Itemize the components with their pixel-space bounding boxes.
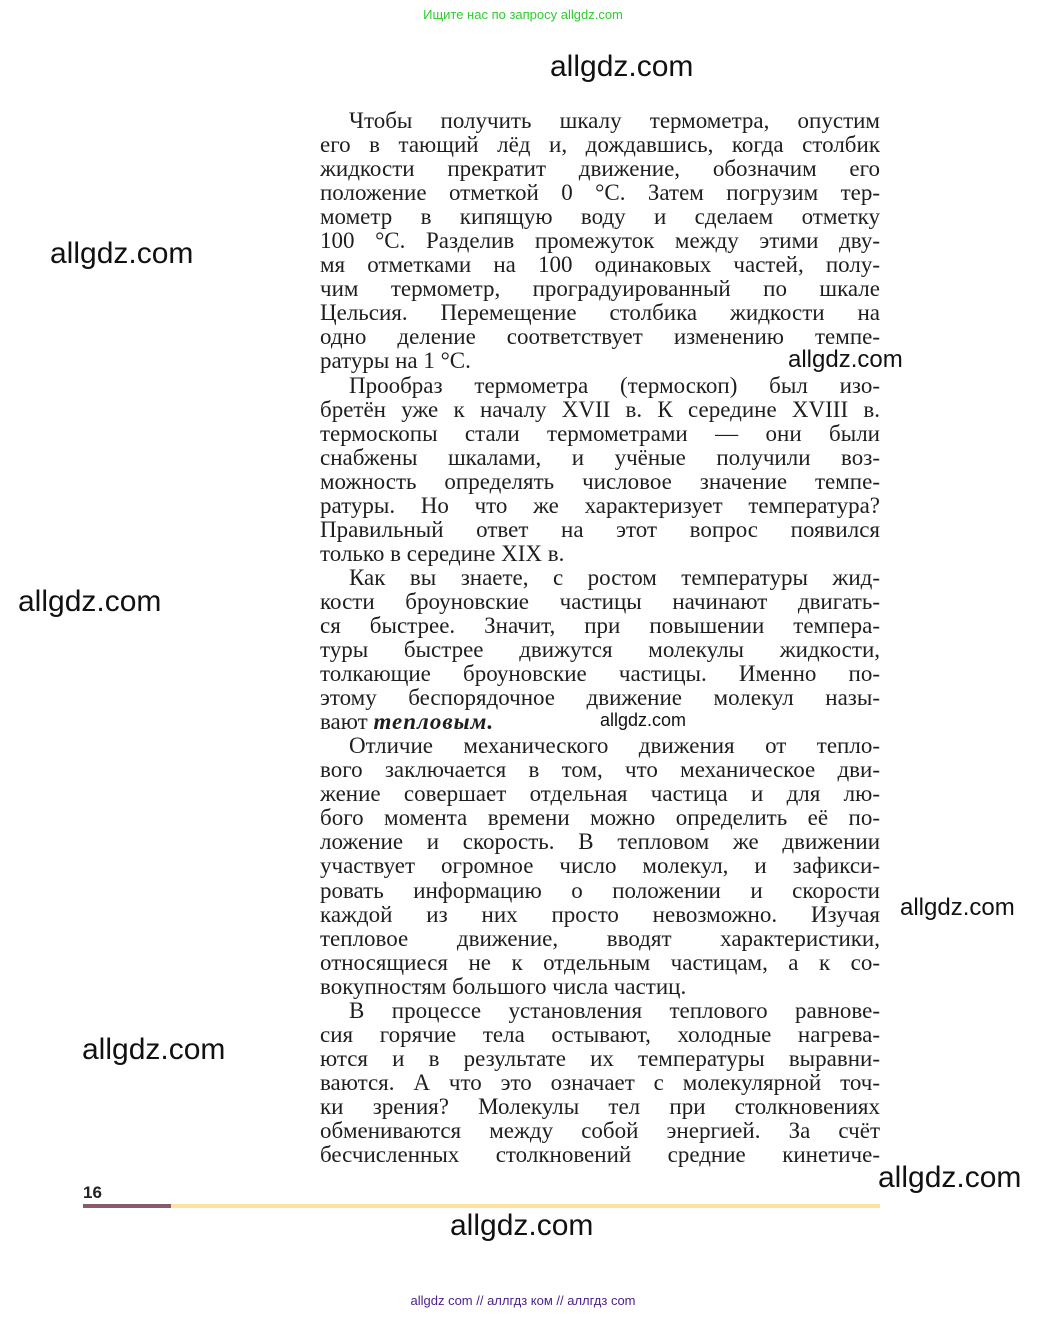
text-line — [320, 398, 880, 422]
text-line — [320, 494, 880, 518]
text-line — [320, 422, 880, 446]
text-line-content: толкающие броуновские частицы. Именно по- — [320, 661, 880, 687]
text-line-content: Отличие механического движения от тепло- — [349, 733, 880, 759]
text-line-content: мя отметками на 100 одинаковых частей, полу- — [320, 252, 880, 278]
text-line — [320, 975, 880, 999]
text-line-content: положение отметкой 0 °С. Затем погрузим тер- — [320, 180, 880, 206]
watermark: allgdz.com — [550, 50, 694, 83]
watermark: allgdz.com — [900, 894, 1015, 921]
text-line-content: бого момента времени можно определить её по- — [320, 805, 880, 831]
text-line-content: В процессе установления теплового равнове- — [349, 997, 880, 1023]
text-line-content: ложение и скорость. В тепловом же движении — [320, 829, 880, 855]
text-line-content: его в тающий лёд и, дождавшись, когда столбик — [320, 132, 880, 158]
text-line-content: бретён уже к началу XVII в. К середине XVIII в. — [320, 396, 880, 422]
text-line-content: ся быстрее. Значит, при повышении темпера- — [320, 612, 880, 638]
text-line — [320, 349, 880, 373]
text-line — [320, 951, 880, 975]
text-line — [320, 1071, 880, 1095]
text-line — [320, 566, 880, 590]
text-line-content: обмениваются между собой энергией. За счёт — [320, 1117, 880, 1143]
text-line — [320, 903, 880, 927]
text-line-content: 100 °С. Разделив промежуток между этими дву- — [320, 228, 880, 254]
text-line-content: относящиеся не к отдельным частицам, а к со- — [320, 949, 880, 975]
text-line-content: снабжены шкалами, и учёные получили воз- — [320, 444, 880, 470]
text-line — [320, 686, 880, 710]
text-line-content: ратуры. Но что же характеризует температура? — [320, 492, 880, 518]
text-line-content: можность определять числовое значение темпе- — [320, 468, 880, 494]
text-line — [320, 325, 880, 349]
text-line-content: Цельсия. Перемещение столбика жидкости на — [320, 300, 880, 326]
text-line — [320, 374, 880, 398]
text-line — [320, 518, 880, 542]
footer-rule-accent — [83, 1204, 171, 1208]
text-line-content: ются и в результате их температуры выравни- — [320, 1045, 880, 1071]
text-line-content: мометр в кипящую воду и сделаем отметку — [320, 204, 880, 230]
text-line — [320, 181, 880, 205]
text-line-content: участвует огромное число молекул, и зафикси- — [320, 853, 880, 879]
search-hint: Ищите нас по запросу allgdz.com — [423, 7, 623, 22]
text-line-content: одно деление соответствует изменению темпе- — [320, 324, 880, 350]
text-line — [320, 277, 880, 301]
text-line-content: только в середине XIX в. — [320, 540, 565, 566]
text-line — [320, 205, 880, 229]
text-line — [320, 999, 880, 1023]
text-line — [320, 1119, 880, 1143]
watermark: allgdz.com — [788, 346, 903, 373]
text-line — [320, 734, 880, 758]
text-line — [320, 1143, 880, 1167]
text-line-content: Как вы знаете, с ростом температуры жид- — [349, 564, 880, 590]
text-line — [320, 470, 880, 494]
text-line-content: Правильный ответ на этот вопрос появился — [320, 516, 880, 542]
text-line-content: вого заключается в том, что механическое дви- — [320, 757, 880, 783]
text-line — [320, 662, 880, 686]
text-line-content: чим термометр, проградуированный по шкале — [320, 276, 880, 302]
text-line-content: тепловое движение, вводят характеристики, — [320, 925, 880, 951]
text-line-content: вают — [320, 709, 374, 735]
text-line — [320, 157, 880, 181]
text-line-content: Чтобы получить шкалу термометра, опустим — [349, 108, 880, 133]
text-line — [320, 253, 880, 277]
text-line-content: каждой из них просто невозможно. Изучая — [320, 901, 880, 927]
text-line — [320, 879, 880, 903]
text-line-content: термоскопы стали термометрами — они были — [320, 420, 880, 446]
text-line-content: туры быстрее движутся молекулы жидкости, — [320, 637, 880, 663]
text-line-content: жидкости прекратит движение, обозначим его — [320, 156, 880, 182]
text-line — [320, 710, 880, 734]
text-line — [320, 1047, 880, 1071]
text-line — [320, 927, 880, 951]
watermark: allgdz.com — [18, 585, 162, 618]
text-line-content: ки зрения? Молекулы тел при столкновениях — [320, 1093, 880, 1119]
text-line — [320, 1023, 880, 1047]
watermark: allgdz.com — [878, 1161, 1022, 1194]
footer-rule — [171, 1204, 880, 1208]
text-line-content: этому беспорядочное движение молекул назы- — [320, 685, 880, 711]
text-line — [320, 806, 880, 830]
watermark: allgdz.com — [82, 1033, 226, 1066]
term-emphasis: тепловым. — [373, 709, 495, 735]
watermark: allgdz.com — [600, 710, 687, 730]
text-line-content: жение совершает отдельная частица и для лю- — [320, 781, 880, 807]
text-line-content: сия горячие тела остывают, холодные нагрева- — [320, 1021, 880, 1047]
text-line — [320, 542, 880, 566]
text-line — [320, 133, 880, 157]
watermark: allgdz.com — [50, 237, 194, 270]
text-line — [320, 446, 880, 470]
text-line-content: ратуры на 1 °С. — [320, 348, 471, 374]
page-number: 16 — [83, 1183, 102, 1202]
text-line — [320, 109, 880, 133]
text-line — [320, 758, 880, 782]
text-line-content: Прообраз термометра (термоскоп) был изо- — [349, 372, 880, 398]
text-line — [320, 614, 880, 638]
text-line — [320, 830, 880, 854]
text-line-content: ровать информацию о положении и скорости — [320, 877, 880, 903]
text-line-content: кости броуновские частицы начинают двигать- — [320, 588, 880, 614]
watermark: allgdz.com — [450, 1209, 594, 1242]
text-line — [320, 638, 880, 662]
text-line-content: бесчисленных столкновений средние кинетиче- — [320, 1142, 880, 1168]
text-line — [320, 854, 880, 878]
text-line-content: ваются. А что это означает с молекулярной точ- — [320, 1069, 880, 1095]
footer-links: allgdz com // аллгдз ком // аллгдз com — [410, 1293, 636, 1308]
text-line — [320, 1095, 880, 1119]
text-line — [320, 590, 880, 614]
text-line-content: вокупностям большого числа частиц. — [320, 973, 687, 999]
text-line — [320, 301, 880, 325]
body-text — [320, 109, 880, 1167]
text-line — [320, 229, 880, 253]
text-line — [320, 782, 880, 806]
